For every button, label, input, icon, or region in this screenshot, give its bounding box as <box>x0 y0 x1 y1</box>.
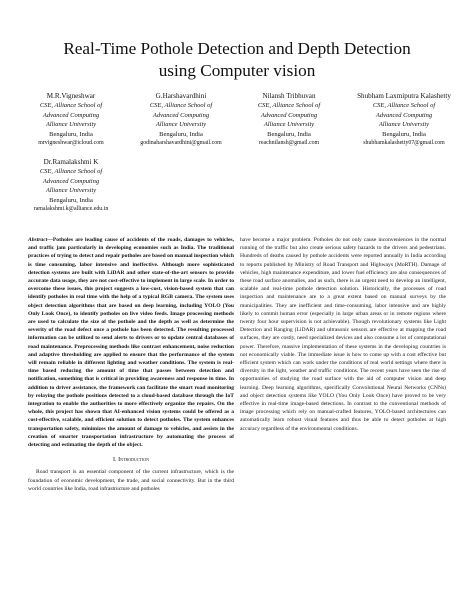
author-affiliation: Advanced Computing <box>375 111 433 119</box>
author-affiliation: Advanced Computing <box>152 111 210 119</box>
author-name: Shubham Laxmiputra Kalashetty <box>357 92 451 100</box>
abstract-label: Abstract <box>28 237 48 243</box>
paper-title <box>0 38 474 82</box>
author-location: Bengaluru, India <box>49 130 93 138</box>
section-heading-introduction: I. Introduction <box>112 456 150 464</box>
author-affiliation: CSE, Alliance School of <box>372 102 436 110</box>
title-line-1: Real-Time Pothole Detection and Depth Detection <box>63 39 411 58</box>
introduction-paragraph-continued: have become a major problem. Potholes do not only cause inconveniences in the normal running of the traffic but also create serious safety hazards to the drivers and pedestrians. Hundreds of deaths caused by pothole accidents were reported annually in India according to reports published by Ministry of Road Transport and Highways (MoRTH). Damage of vehicles, high maintenance expenditure, and lower fuel efficiency are also consequences of these road surface anomalies, and as such, there is an urgent need to develop an intelligent, scalable and real-time pothole detection solution. Historically, the processes of road inspection and maintenance are to a great extent based on manual surveys by the municipalities. They are inefficient and time-consuming, labor intensive and are highly likely to commit human error (especially in large urban areas or in remote regions where twenty four hour supervision is not achievable). Though revolutionary systems like Light Detection and Ranging (LiDAR) and ultrasonic sensors are effective at mapping the road surfaces, they are costly, need specialized devices and also consume a lot of computational power. Therefore, massive implementation of these systems in the developing countries is not economically viable. The immediate issue is how to come up with a cost effective but efficient system which can work under the conditions of real world settings where there is diversity in the light, weather and traffic conditions. The recent years have seen the rise of opportunities of studying the road surface with the aid of computer vision and deep learning. Deep learning algorithms, specifically Convolutional Neural Networks (CNNs) and object detection systems like YOLO (You Only Look Once) have proved to be very effective in real-time image-based detections. In contrast to the conventional methods of image processing which rely on manual-crafted features, YOLO-based architectures can automatically learn robust visual features and thus be able to detect potholes at high accuracy regardless of the environmental conditions. <box>240 237 446 432</box>
author-location: Bengaluru, India <box>267 130 311 138</box>
author-affiliation: Alliance University <box>263 121 315 129</box>
author-block-4 <box>344 92 464 148</box>
author-block-2 <box>128 92 234 148</box>
author-name: Nilansh Tribhuvan <box>262 92 316 100</box>
author-affiliation: Alliance University <box>155 121 207 129</box>
author-location: Bengaluru, India <box>49 196 93 204</box>
author-name: G.Harshavardhini <box>155 92 207 100</box>
author-name: Dr.Ramalakshmi K <box>43 158 99 166</box>
author-name: M.R.Vigneshwar <box>46 92 96 100</box>
author-block-3 <box>236 92 342 148</box>
author-location: Bengaluru, India <box>159 130 203 138</box>
author-email: godinaharshavardhini@gmail.com <box>140 140 222 147</box>
author-affiliation: CSE, Alliance School of <box>257 102 321 110</box>
author-email: mrvigneshwar@icloud.com <box>38 140 104 147</box>
abstract-text: —Potholes are leading cause of accidents of the roads, damages to vehicles, and traffic jam particularly in developing economies such as India. The traditional practices of trying to detect and repair potholes are based on manual inspection which is time consuming, labor intensive and ineffective. Although more sophisticated detection systems are built with LiDAR and other state-of-the-art sensors to provide accurate data usage, they are not cost-effective to implement in large scale. In order to overcome these issues, this project suggests a low-cost, vision-based system that can identify potholes in real time with the help of a typical RGB camera. The system uses object detection algorithms that are based on deep learning, including YOLO (You Only Look Once), to identify potholes on live video feeds. Image processing methods are used to calculate the size of the pothole and the depth as well as determine the severity of the road defect once a pothole has been detected. The resulting processed information can be utilized to send alerts to drivers or to update central databases of road maintenance. Preprocessing methods like contrast enhancement, noise reduction and adaptive thresholding are applied to ensure that the performance of the system will remain reliable in different lighting and weather conditions. The system is real-time based reducing the amount of time that passes between detection and notification, something that is critical in providing awareness and response in time. In addition to driver assistance, the framework can facilitate the smart road monitoring by relaying the pothole positions detected to a cloud-based database through the IoT integration to enable the authorities to more effectively organize the repairs. On the whole, this project has shown that AI-enhanced vision systems could be offered as a cost-effective, scalable, and efficient solution to detect potholes. The system enhances transportation safety, minimizes the amount of damage to vehicles, and assists in the creation of smarter transportation infrastructure by automating the process of detecting and estimating the depth of the object. <box>28 237 234 449</box>
author-location: Bengaluru, India <box>382 130 426 138</box>
author-affiliation: Alliance University <box>45 187 97 195</box>
author-affiliation: Advanced Computing <box>42 111 100 119</box>
author-affiliation: Alliance University <box>45 121 97 129</box>
author-affiliation: CSE, Alliance School of <box>39 102 103 110</box>
author-affiliation: Alliance University <box>378 121 430 129</box>
author-affiliation: Advanced Computing <box>260 111 318 119</box>
author-email: ramalakshmi.k@alliance.edu.in <box>33 206 109 213</box>
author-affiliation: CSE, Alliance School of <box>149 102 213 110</box>
author-email: shubhamkalashetty07@gmail.com <box>363 140 445 147</box>
author-affiliation: CSE, Alliance School of <box>39 168 103 176</box>
author-block-1 <box>18 92 124 148</box>
abstract <box>28 236 234 449</box>
introduction-paragraph: Road transport is an essential component of the current infrastructure, which is the foundation of economic development, the trade, and social connectivity. But in the third world countries like India, road infrastructure and potholes <box>28 469 234 492</box>
author-block-5 <box>18 158 124 214</box>
author-affiliation: Advanced Computing <box>42 177 100 185</box>
right-column <box>240 236 446 433</box>
left-column <box>28 236 234 493</box>
title-line-2: using Computer vision <box>158 61 316 80</box>
author-email: reachnilansh@gmail.com <box>258 140 320 147</box>
